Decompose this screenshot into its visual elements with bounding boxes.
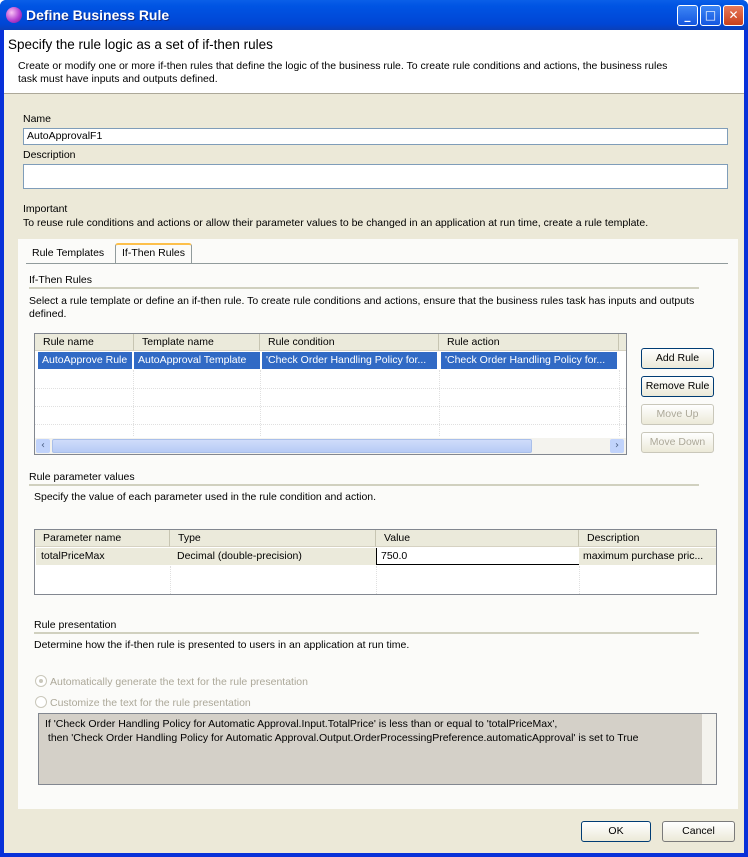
cell-description: maximum purchase pric... xyxy=(579,548,717,565)
radio-custom-label: Customize the text for the rule presentation xyxy=(50,697,251,709)
section-separator xyxy=(29,287,699,289)
maximize-icon: □ xyxy=(704,8,717,22)
page-description: Create or modify one or more if-then rules that define the logic of the business rule. To create rule conditions and actions, the business rules task must have inputs and outputs defined. xyxy=(18,60,668,85)
ok-button[interactable]: OK xyxy=(581,821,651,842)
chevron-right-icon: › xyxy=(615,440,619,451)
tab-panel xyxy=(18,239,738,809)
params-description: Specify the value of each parameter used in the rule condition and action. xyxy=(34,491,377,503)
name-input[interactable]: AutoApprovalF1 xyxy=(23,128,728,145)
cell-parameter-name: totalPriceMax xyxy=(36,548,170,565)
remove-rule-button[interactable]: Remove Rule xyxy=(641,376,714,397)
column-header-filler xyxy=(619,334,627,351)
column-header-rule-name[interactable]: Rule name xyxy=(35,334,134,351)
tab-if-then-rules[interactable]: If-Then Rules xyxy=(115,243,192,263)
description-label: Description xyxy=(23,149,76,161)
if-then-section-title: If-Then Rules xyxy=(29,274,93,286)
column-header-rule-action[interactable]: Rule action xyxy=(439,334,619,351)
if-then-description: Select a rule template or define an if-then rule. To create rule conditions and actions, ensure that the business rules task has inputs and outputs defined. xyxy=(29,295,695,320)
cell-type: Decimal (double-precision) xyxy=(170,548,376,565)
dialog-header xyxy=(4,30,744,94)
presentation-text-line-1: If 'Check Order Handling Policy for Automatic Approval.Input.TotalPrice' is less than or equal to 'totalPriceMax', xyxy=(45,718,558,730)
window-title: Define Business Rule xyxy=(26,7,170,23)
column-header-value[interactable]: Value xyxy=(376,530,579,547)
dialog-body xyxy=(4,30,744,853)
parameters-table[interactable] xyxy=(34,529,717,595)
presentation-textarea[interactable] xyxy=(38,713,717,785)
column-header-rule-condition[interactable]: Rule condition xyxy=(260,334,439,351)
scroll-right-button[interactable] xyxy=(610,439,624,453)
value-input[interactable]: 750.0 xyxy=(376,548,579,565)
cell-rule-name: AutoApprove Rule xyxy=(38,352,132,369)
grid-line xyxy=(439,370,440,436)
description-input[interactable] xyxy=(23,164,728,189)
chevron-left-icon: ‹ xyxy=(41,440,45,451)
tab-divider xyxy=(26,263,728,264)
grid-line xyxy=(579,566,580,594)
vertical-scrollbar[interactable] xyxy=(702,714,716,784)
section-separator xyxy=(29,484,699,486)
minimize-button[interactable] xyxy=(677,5,698,26)
close-icon: ✕ xyxy=(728,8,739,22)
maximize-button[interactable] xyxy=(700,5,721,26)
scroll-left-button[interactable] xyxy=(36,439,50,453)
add-rule-button[interactable]: Add Rule xyxy=(641,348,714,369)
title-bar[interactable] xyxy=(0,0,748,30)
section-separator xyxy=(34,632,699,634)
presentation-description: Determine how the if-then rule is presented to users in an application at run time. xyxy=(34,639,410,651)
name-label: Name xyxy=(23,113,52,125)
cell-rule-condition: 'Check Order Handling Policy for... xyxy=(262,352,437,369)
column-header-template-name[interactable]: Template name xyxy=(134,334,260,351)
column-header-parameter-name[interactable]: Parameter name xyxy=(35,530,170,547)
grid-line xyxy=(35,424,627,425)
move-down-button[interactable]: Move Down xyxy=(641,432,714,453)
move-up-button[interactable]: Move Up xyxy=(641,404,714,425)
grid-line xyxy=(35,388,627,389)
grid-line xyxy=(170,566,171,594)
radio-selected-icon xyxy=(35,675,47,687)
page-title: Specify the rule logic as a set of if-then rules xyxy=(8,37,273,52)
cancel-button[interactable]: Cancel xyxy=(662,821,735,842)
presentation-text-line-2: then 'Check Order Handling Policy for Automatic Approval.Output.OrderProcessingPreference.automaticApproval' is set to True xyxy=(45,732,639,744)
grid-line xyxy=(35,406,627,407)
close-button[interactable] xyxy=(723,5,744,26)
radio-auto-generate[interactable] xyxy=(35,675,308,688)
grid-line xyxy=(260,370,261,436)
rules-table[interactable] xyxy=(34,333,627,455)
scroll-thumb[interactable] xyxy=(52,439,532,453)
app-icon xyxy=(6,7,22,23)
presentation-section-title: Rule presentation xyxy=(34,619,117,631)
cell-template-name: AutoApproval Template xyxy=(134,352,260,369)
cell-rule-action: 'Check Order Handling Policy for... xyxy=(441,352,617,369)
grid-line xyxy=(619,370,620,436)
important-text: To reuse rule conditions and actions or allow their parameter values to be changed in an application at run time, create a rule template. xyxy=(23,217,649,229)
column-header-type[interactable]: Type xyxy=(170,530,376,547)
tab-rule-templates[interactable]: Rule Templates xyxy=(32,247,105,259)
horizontal-scrollbar[interactable] xyxy=(35,438,626,454)
minimize-icon: _ xyxy=(684,8,691,22)
radio-auto-label: Automatically generate the text for the rule presentation xyxy=(50,676,308,688)
radio-unselected-icon xyxy=(35,696,47,708)
radio-customize[interactable] xyxy=(35,696,251,709)
params-section-title: Rule parameter values xyxy=(29,471,135,483)
grid-line xyxy=(133,370,134,436)
grid-line xyxy=(376,566,377,594)
column-header-description[interactable]: Description xyxy=(579,530,717,547)
important-label: Important xyxy=(23,203,68,215)
